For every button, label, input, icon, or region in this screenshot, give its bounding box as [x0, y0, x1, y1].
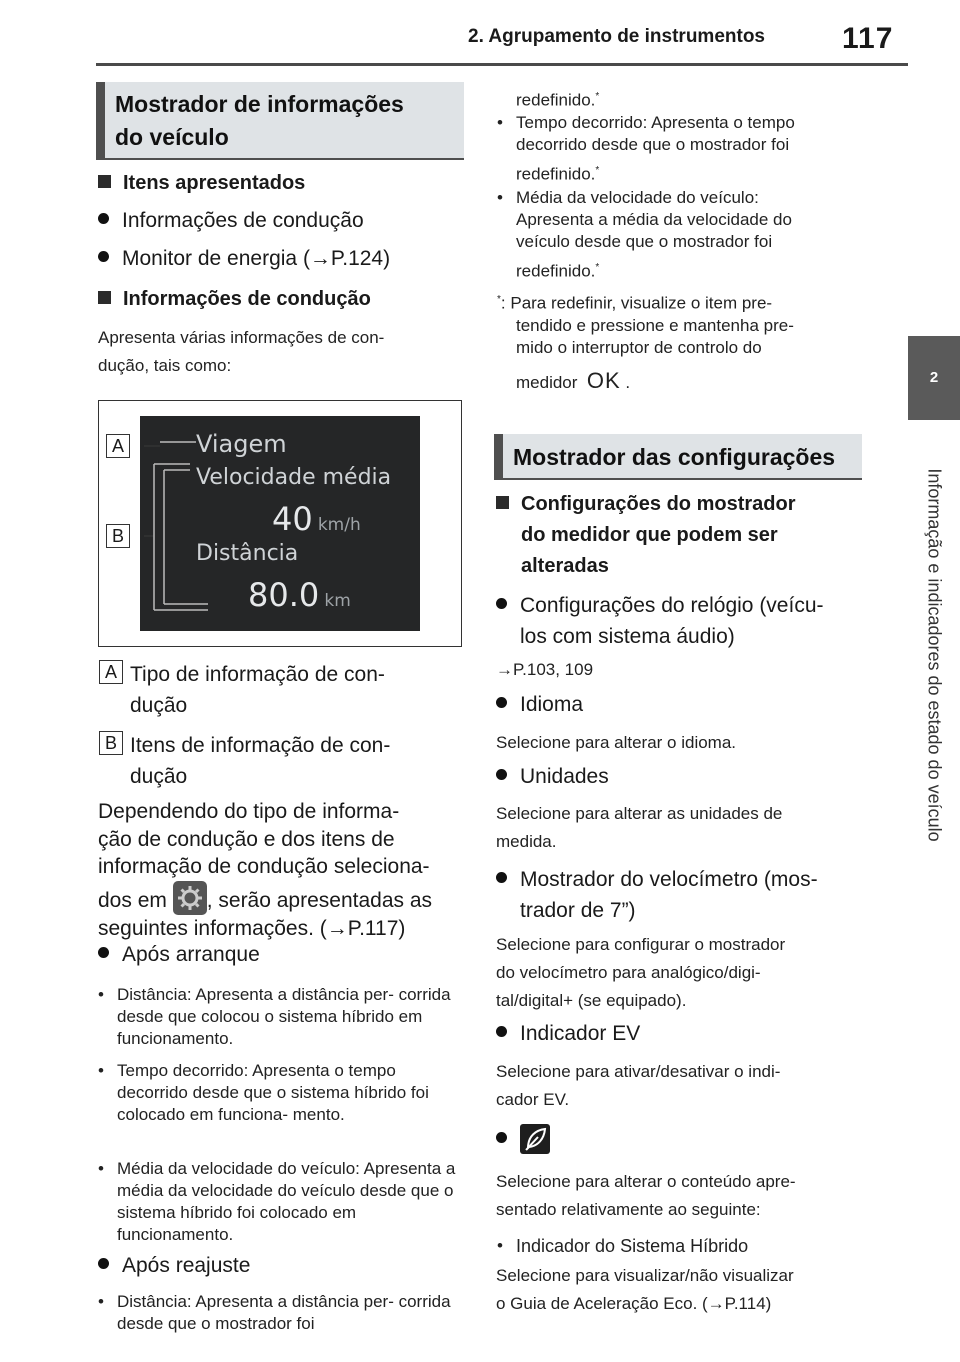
subheading-settings: Configurações do mostrador do medidor que podem ser alteradas — [496, 489, 795, 582]
screen-distance-readout — [248, 576, 351, 614]
footnote: *: Para redefinir, visualize o item pre- tendido e pressione e mantenha pre- mido o interruptor de controlo do medidor OK . — [497, 293, 794, 393]
bullet-icon — [98, 947, 109, 958]
bullet-icon — [496, 1026, 507, 1037]
square-bullet-icon — [98, 291, 111, 304]
callout-label-b: B — [106, 524, 130, 548]
gear-icon — [173, 881, 207, 915]
bullet-icon — [496, 769, 507, 780]
bullet-icon — [496, 1132, 507, 1143]
bullet-icon: • — [98, 1292, 104, 1311]
ok-button-symbol: OK — [586, 367, 621, 393]
list-item: • Distância: Apresenta a distância per- corrida desde que o mostrador foi — [98, 1292, 451, 1333]
screen-avg-speed-label: Velocidade média — [196, 465, 392, 490]
section-title-line: Mostrador de informações — [115, 91, 404, 117]
dependency-paragraph: Dependendo do tipo de informa- ção de condução e dos itens de informação de condução seleciona- dos em , serão apresentadas as seguintes informações. (→P.117) — [98, 798, 468, 942]
list-item: • Tempo decorrido: Apresenta o tempo decorrido desde que o mostrador foi redefinido.* — [497, 113, 795, 184]
eco-guide-page-link[interactable]: o Guia de Aceleração Eco. (→P.114) — [496, 1294, 772, 1313]
screen-trip-label: Viagem — [196, 430, 287, 458]
section-title-line: do veículo — [115, 124, 229, 150]
page-number: 117 — [842, 22, 894, 55]
square-bullet-icon — [496, 496, 509, 509]
language-description: Selecione para alterar o idioma. — [496, 733, 737, 752]
setting-units: Unidades — [496, 765, 609, 789]
list-item: • Média da velocidade do veículo: Apresenta a média da velocidade do veículo desde que o mostrador foi redefinido.* — [497, 188, 792, 281]
header-section-title: 2. Agrupamento de instrumentos — [468, 26, 765, 47]
eco-description: Selecione para alterar o conteúdo apre- sentado relativamente ao seguinte: — [496, 1172, 796, 1219]
list-item: • Distância: Apresenta a distância per- corrida desde que colocou o sistema híbrido em funcionamento. — [98, 985, 451, 1048]
bullet-icon: • — [98, 985, 104, 1004]
square-bullet-icon — [98, 175, 111, 188]
ev-description: Selecione para ativar/desativar o indi- cador EV. — [496, 1062, 781, 1109]
setting-eco — [496, 1124, 550, 1154]
intro-paragraph: Apresenta várias informações de con- dução, tais como: — [98, 328, 385, 375]
speed-unit: km/h — [317, 515, 361, 535]
setting-clock: Configurações do relógio (veícu- los com sistema áudio) — [496, 590, 824, 652]
eco-guide-description: Selecione para visualizar/não visualizar o Guia de Aceleração Eco. (→P.114) — [496, 1262, 794, 1318]
legend-label-b: B — [99, 731, 123, 755]
chapter-tab-number: 2 — [908, 336, 960, 420]
subitem-after-start: Após arranque — [98, 943, 260, 967]
page-117-link[interactable]: seguintes informações. (→P.117) — [98, 916, 406, 940]
bullet-icon — [98, 251, 109, 262]
subitem-after-reset: Após reajuste — [98, 1254, 250, 1278]
speedometer-description: Selecione para configurar o mostrador do velocímetro para analógico/digi- tal/digital+ (se equipado). — [496, 935, 786, 1010]
screen-speed-readout — [272, 500, 361, 538]
distance-unit: km — [324, 591, 351, 611]
energy-monitor-link[interactable]: Monitor de energia (→P.124) — [122, 247, 391, 270]
list-item — [98, 247, 390, 271]
bullet-icon — [496, 872, 507, 883]
bullet-icon — [98, 213, 109, 224]
bullet-icon — [496, 598, 507, 609]
legend-a-text: Tipo de informação de con- dução — [130, 663, 385, 717]
bullet-icon: • — [98, 1061, 104, 1080]
bullet-icon: • — [497, 113, 503, 132]
section-header-vehicle-info — [96, 82, 464, 160]
list-item: • Média da velocidade do veículo: Apresenta a média da velocidade do veículo desde que o sistema híbrido foi colocado em funcionamento. — [98, 1159, 456, 1244]
list-item: Informações de condução — [98, 209, 364, 233]
list-item: • Tempo decorrido: Apresenta o tempo decorrido desde que o sistema híbrido foi colocado em funciona- mento. — [98, 1061, 429, 1124]
bullet-icon: • — [98, 1159, 104, 1178]
callout-label-a: A — [106, 434, 130, 458]
setting-speedometer: Mostrador do velocímetro (mos- trador de 7”) — [496, 864, 818, 926]
units-description: Selecione para alterar as unidades de medida. — [496, 804, 783, 851]
header-divider — [96, 63, 908, 66]
legend-b-text: Itens de informação de con- dução — [130, 734, 391, 788]
bullet-icon: • — [497, 188, 503, 207]
legend-label-a: A — [99, 660, 123, 684]
subheading-driving-info: Informações de condução — [98, 288, 371, 311]
chapter-tab-title: Informação e indicadores do estado do veículo — [924, 468, 945, 842]
list-item: • Indicador do Sistema Híbrido — [497, 1236, 749, 1256]
setting-language: Idioma — [496, 693, 583, 717]
eco-leaf-icon — [520, 1124, 550, 1154]
bullet-icon — [98, 1258, 109, 1269]
bullet-icon — [496, 697, 507, 708]
setting-ev-indicator: Indicador EV — [496, 1022, 640, 1046]
continued-text: redefinido.* — [516, 90, 600, 110]
subheading-items-shown: Itens apresentados — [98, 172, 305, 195]
distance-value: 80.0 — [248, 576, 320, 614]
clock-page-link[interactable]: →P.103, 109 — [496, 660, 594, 679]
bullet-icon: • — [497, 1236, 503, 1255]
screen-distance-label: Distância — [196, 541, 299, 566]
section-header-settings: Mostrador das configurações — [494, 434, 862, 480]
speed-value: 40 — [272, 500, 313, 538]
